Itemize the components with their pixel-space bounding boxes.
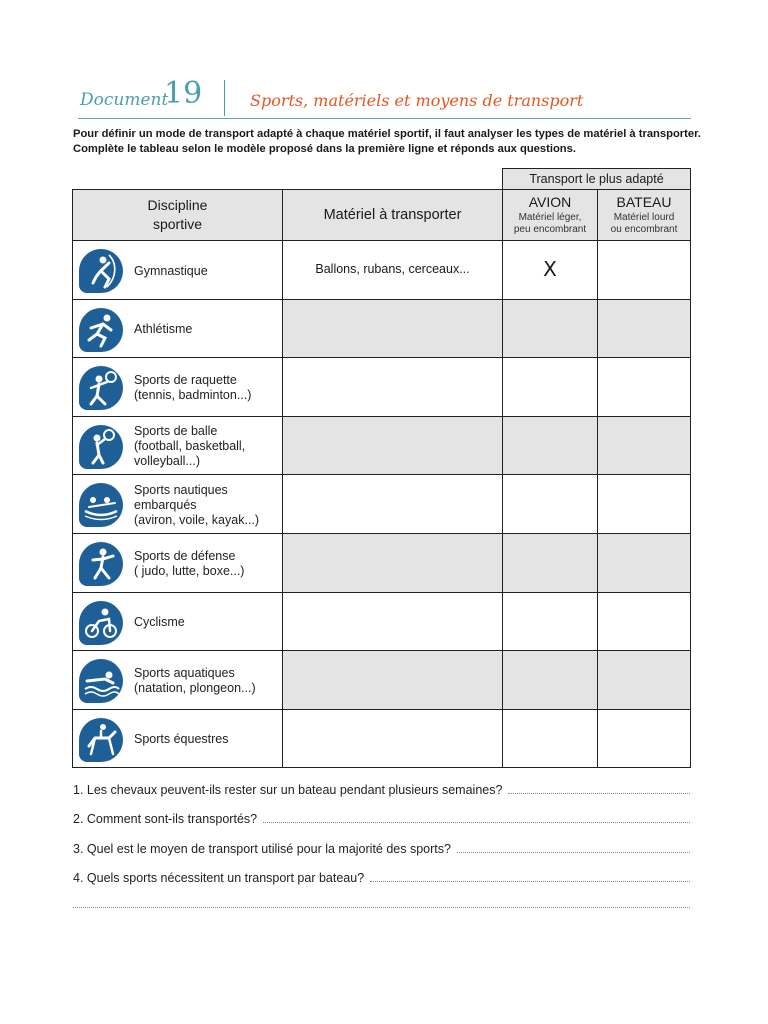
combat-sports-icon xyxy=(79,542,123,586)
question-3 xyxy=(73,838,690,856)
bateau-cell[interactable] xyxy=(597,533,691,593)
sport-name xyxy=(134,666,282,696)
bateau-cell[interactable] xyxy=(597,709,691,768)
sport-name-line: Sports de raquette xyxy=(134,373,237,387)
discipline-cell xyxy=(72,592,283,651)
sport-name-line: (tennis, badminton...) xyxy=(134,388,252,402)
bateau-desc-2: ou encombrant xyxy=(610,224,678,235)
sport-name xyxy=(134,549,282,579)
cycling-icon xyxy=(79,601,123,645)
sport-name-line: Athlétisme xyxy=(134,322,193,336)
avion-cell[interactable] xyxy=(502,299,598,358)
material-cell[interactable] xyxy=(282,299,503,358)
question-1-text: 1. Les chevaux peuvent-ils rester sur un bateau pendant plusieurs semaines? xyxy=(73,783,503,797)
document-header xyxy=(78,78,691,119)
question-4 xyxy=(73,867,690,885)
sport-name-line: Sports de balle xyxy=(134,424,218,438)
document-title: Sports, matériels et moyens de transport xyxy=(250,91,584,110)
sport-name-line: Sports nautiques xyxy=(134,483,228,497)
sport-name-line: embarqués xyxy=(134,498,197,512)
rowing-icon xyxy=(79,483,123,527)
sport-name xyxy=(134,264,282,279)
sport-name-line: volleyball...) xyxy=(134,454,200,468)
sport-name-line: Cyclisme xyxy=(134,615,185,629)
avion-cell[interactable] xyxy=(502,709,598,768)
discipline-cell xyxy=(72,474,283,534)
avion-cell[interactable] xyxy=(502,474,598,534)
discipline-cell xyxy=(72,533,283,593)
ball-sports-icon xyxy=(79,425,123,469)
material-cell[interactable] xyxy=(282,416,503,475)
sport-name-line: Sports équestres xyxy=(134,732,229,746)
sport-name-line: Sports aquatiques xyxy=(134,666,235,680)
transport-header: Transport le plus adapté xyxy=(502,168,691,190)
sport-name-line: Gymnastique xyxy=(134,264,208,278)
answer-line-2[interactable] xyxy=(263,822,690,823)
discipline-cell xyxy=(72,416,283,475)
avion-cell[interactable] xyxy=(502,240,598,300)
material-cell[interactable] xyxy=(282,650,503,710)
question-2-text: 2. Comment sont-ils transportés? xyxy=(73,812,258,826)
avion-cell[interactable] xyxy=(502,533,598,593)
bateau-cell[interactable] xyxy=(597,416,691,475)
answer-line-1[interactable] xyxy=(508,793,690,794)
discipline-cell xyxy=(72,240,283,300)
swimming-icon xyxy=(79,659,123,703)
avion-cell[interactable] xyxy=(502,592,598,651)
question-1 xyxy=(73,779,690,797)
sport-name-line: ( judo, lutte, boxe...) xyxy=(134,564,245,578)
avion-header xyxy=(502,189,598,241)
bateau-header xyxy=(597,189,691,241)
bateau-cell[interactable] xyxy=(597,299,691,358)
material-cell[interactable] xyxy=(282,240,503,300)
avion-cell[interactable] xyxy=(502,357,598,417)
instructions xyxy=(73,127,701,157)
gymnastics-icon xyxy=(79,249,123,293)
answer-line-3[interactable] xyxy=(457,852,690,853)
answer-line-5[interactable] xyxy=(73,907,690,908)
sport-name-line: (aviron, voile, kayak...) xyxy=(134,513,260,527)
bateau-cell[interactable] xyxy=(597,240,691,300)
avion-desc-1: Matériel léger, xyxy=(518,212,582,223)
discipline-cell xyxy=(72,299,283,358)
avion-cell[interactable] xyxy=(502,650,598,710)
discipline-cell xyxy=(72,357,283,417)
sport-name xyxy=(134,483,282,528)
athletics-icon xyxy=(79,308,123,352)
bateau-cell[interactable] xyxy=(597,357,691,417)
material-header: Matériel à transporter xyxy=(282,189,503,241)
avion-label: AVION xyxy=(528,194,572,210)
discipline-cell xyxy=(72,650,283,710)
bateau-cell[interactable] xyxy=(597,474,691,534)
sport-name-line: Sports de défense xyxy=(134,549,236,563)
sport-name xyxy=(134,732,282,747)
avion-cell[interactable] xyxy=(502,416,598,475)
material-cell[interactable] xyxy=(282,592,503,651)
discipline-header-line-1: Discipline xyxy=(147,197,208,213)
bateau-cell[interactable] xyxy=(597,650,691,710)
document-number: 19 xyxy=(164,76,203,111)
sport-name xyxy=(134,322,282,337)
instructions-line-1: Pour définir un mode de transport adapté à chaque matériel sportif, il faut analyser les types de matériel à transporter. xyxy=(73,128,701,140)
material-cell[interactable] xyxy=(282,474,503,534)
sport-name-line: (football, basketball, xyxy=(134,439,246,453)
question-3-text: 3. Quel est le moyen de transport utilisé pour la majorité des sports? xyxy=(73,842,451,856)
avion-mark: X xyxy=(543,257,557,281)
question-4-text: 4. Quels sports nécessitent un transport par bateau? xyxy=(73,871,365,885)
material-cell[interactable] xyxy=(282,357,503,417)
material-cell[interactable] xyxy=(282,533,503,593)
answer-line-4[interactable] xyxy=(370,881,690,882)
material-cell[interactable] xyxy=(282,709,503,768)
avion-desc-2: peu encombrant xyxy=(513,224,587,235)
discipline-header-line-2: sportive xyxy=(152,216,203,232)
sport-name xyxy=(134,424,282,469)
question-2 xyxy=(73,808,690,826)
sport-name xyxy=(134,615,282,630)
instructions-line-2: Complète le tableau selon le modèle proposé dans la première ligne et réponds aux questions. xyxy=(73,143,576,155)
racquet-sports-icon xyxy=(79,366,123,410)
bateau-desc-1: Matériel lourd xyxy=(613,212,675,223)
bateau-cell[interactable] xyxy=(597,592,691,651)
sport-name-line: (natation, plongeon...) xyxy=(134,681,256,695)
sport-name xyxy=(134,373,282,403)
discipline-cell xyxy=(72,709,283,768)
header-divider xyxy=(224,80,225,116)
document-label: Document xyxy=(80,90,169,110)
equestrian-icon xyxy=(79,718,123,762)
material-text: Ballons, rubans, cerceaux... xyxy=(315,262,470,276)
discipline-header xyxy=(72,189,283,241)
bateau-label: BATEAU xyxy=(616,194,672,210)
